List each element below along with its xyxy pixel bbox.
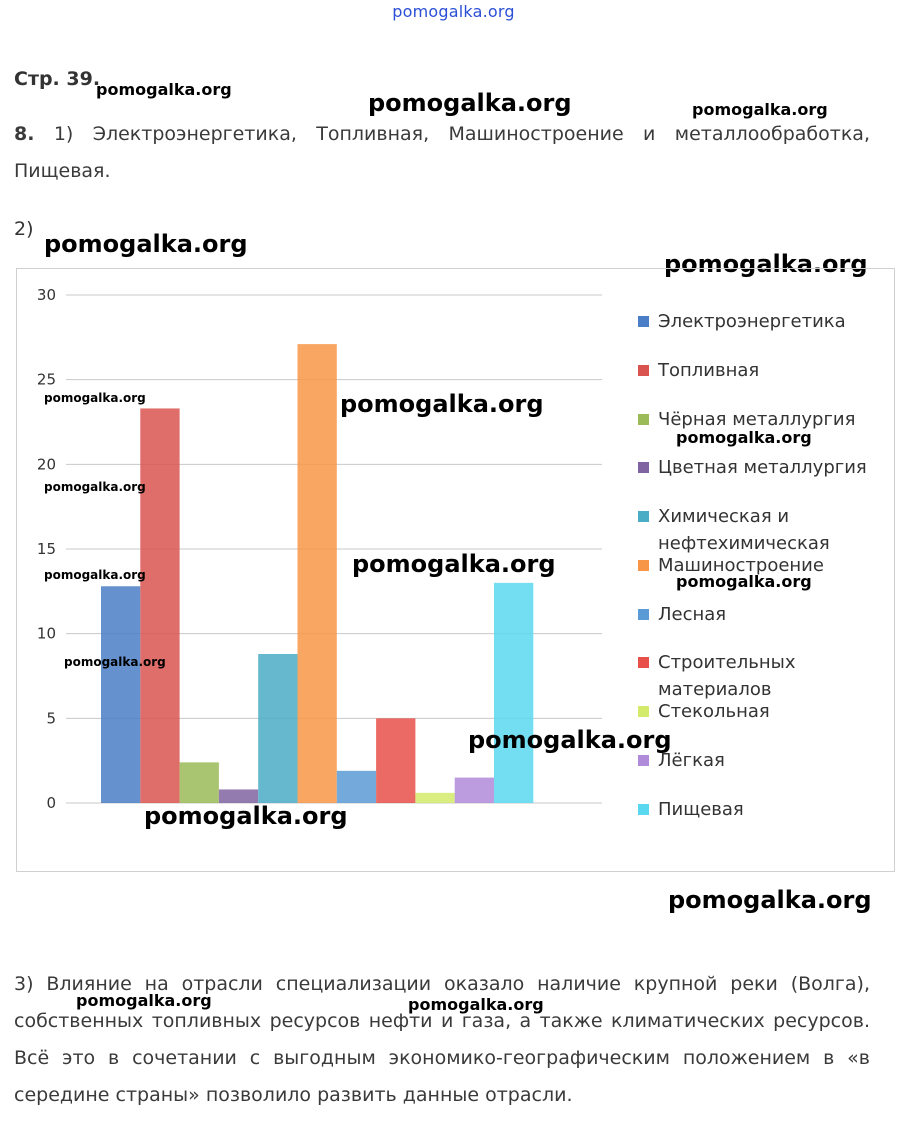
legend-swatch [638, 755, 649, 766]
bar [494, 583, 533, 803]
y-tick-label: 20 [36, 455, 56, 474]
bar [258, 654, 297, 803]
legend-label: Стекольная [658, 701, 770, 722]
legend-label: Строительных материалов [658, 652, 796, 700]
bar [298, 344, 337, 803]
legend-swatch [638, 462, 649, 473]
watermark: pomogalka.org [692, 100, 828, 119]
bar [376, 718, 415, 803]
chart-y-ticks [37, 286, 56, 812]
legend-label: Топливная [658, 360, 760, 381]
bar [337, 771, 376, 803]
legend-swatch [638, 511, 649, 522]
legend-label: Пищевая [658, 799, 744, 820]
answer-1-text: 1) Электроэнергетика, Топливная, Машиностроение и металлообработка, Пищевая. [14, 123, 870, 182]
y-tick-label: 5 [46, 709, 56, 728]
y-tick-label: 10 [36, 624, 56, 643]
watermark: pomogalka.org [352, 550, 556, 578]
legend-label: Цветная металлургия [658, 457, 867, 478]
answer-2-label: 2) [14, 218, 34, 240]
legend-swatch [638, 316, 649, 327]
legend-swatch [638, 609, 649, 620]
legend-swatch [638, 706, 649, 717]
bar [140, 408, 179, 803]
legend-swatch [638, 414, 649, 425]
y-tick-label: 25 [36, 370, 56, 389]
watermark: pomogalka.org [96, 80, 232, 99]
bar [101, 586, 140, 803]
legend-label: Лесная [658, 604, 727, 625]
watermark: pomogalka.org [144, 802, 348, 830]
legend-swatch [638, 560, 649, 571]
legend-label: Электроэнергетика [658, 311, 846, 332]
legend-swatch [638, 657, 649, 668]
legend-swatch [638, 365, 649, 376]
bar [415, 793, 454, 803]
bar [219, 789, 258, 803]
watermark: pomogalka.org [368, 89, 572, 117]
page-ref: Стр. 39. [14, 68, 101, 90]
legend-label: Лёгкая [658, 750, 725, 771]
watermark: pomogalka.org [340, 390, 544, 418]
y-tick-label: 30 [36, 286, 56, 304]
watermark: pomogalka.org [468, 726, 672, 754]
y-tick-label: 0 [46, 794, 56, 812]
watermark: pomogalka.org [44, 391, 146, 405]
watermark: pomogalka.org [44, 480, 146, 494]
task-number: 8. [14, 123, 35, 145]
watermark: pomogalka.org [668, 886, 872, 914]
watermark: pomogalka.org [76, 991, 212, 1010]
watermark-top: pomogalka.org [392, 2, 515, 21]
answer-3: 3) Влияние на отрасли специализации оказало наличие крупной реки (Волга), собственных топливных ресурсов нефти и газа, а также климатических ресурсов. Всё это в сочетании с выгодным экономико-географическим положением в «в середине страны» позволило развить данные отрасли. [14, 973, 870, 1106]
y-tick-label: 15 [36, 540, 56, 558]
watermark: pomogalka.org [676, 572, 812, 591]
legend-label: Химическая и нефтехимическая [658, 506, 830, 554]
watermark: pomogalka.org [44, 230, 248, 258]
watermark: pomogalka.org [408, 995, 544, 1014]
bar [455, 778, 494, 803]
legend-label: Чёрная металлургия [658, 409, 856, 430]
watermark: pomogalka.org [64, 655, 166, 669]
bar [180, 762, 219, 803]
watermark: pomogalka.org [676, 428, 812, 447]
watermark: pomogalka.org [44, 568, 146, 582]
legend-swatch [638, 804, 649, 815]
watermark: pomogalka.org [664, 250, 868, 278]
legend-label: Машиностроение [658, 555, 824, 576]
